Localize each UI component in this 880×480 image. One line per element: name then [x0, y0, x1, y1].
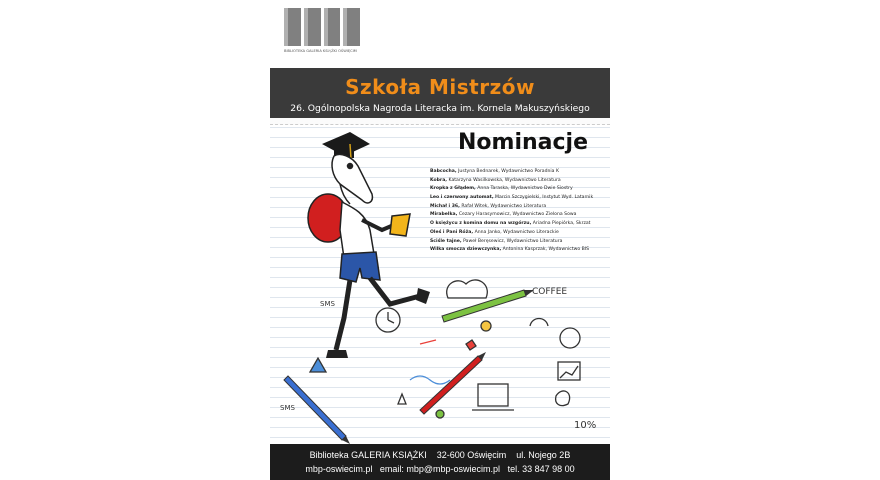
list-item: Kobra, Katarzyna Wasilkowska, Wydawnictwo Literatura [430, 177, 561, 183]
drop-icon [310, 358, 326, 372]
sms-label: SMS [320, 300, 335, 308]
footer-website-link[interactable]: mbp-oswiecim.pl [305, 464, 373, 474]
list-item: Oleś i Pani Róża, Anna Janko, Wydawnictwo Literackie [430, 229, 559, 235]
goat-body-icon [340, 202, 374, 258]
header-band [270, 68, 610, 118]
list-item: O księżycu z komina domu na wzgórzu, Ariadna Piepiórka, Skrzat [430, 221, 591, 227]
tree-icon [398, 394, 406, 404]
sun-icon [481, 321, 491, 331]
sms-label: SMS [280, 404, 295, 412]
nominations-heading: Nominacje [458, 130, 589, 155]
red-pencil-icon [420, 352, 486, 414]
coffee-label: COFFEE [532, 287, 568, 297]
list-item: Babcocha, Justyna Bednarek, Wydawnictwo Poradnia K [430, 169, 559, 174]
list-item: Kropka z Głądem, Anna Taraska, Wydawnictwo Dwie Siostry [430, 186, 573, 192]
green-pencil-icon [442, 290, 534, 322]
notebook-paper [270, 118, 610, 444]
doodle-cluster [310, 280, 580, 418]
footer-contact: mbp-oswiecim.pl email: mbp@mbp-oswiecim.pl tel. 33 847 98 00 [305, 464, 575, 474]
library-logo [284, 8, 360, 58]
percent-label: 10% [574, 420, 597, 431]
list-item: Ściśle tajne, Paweł Beręsewicz, Wydawnictwo Literatura [430, 238, 563, 244]
list-item: Michał i 36, Rafał Witek, Wydawnictwo Literatura [430, 203, 547, 209]
logo-bars-icon [284, 8, 360, 46]
poster-subtitle: 26. Ogólnopolska Nagroda Literacka im. Kornela Makuszyńskiego [290, 103, 590, 114]
book-icon [390, 214, 410, 236]
logo-caption: BIBLIOTEKA GALERIA KSIĄŻKI OŚWIĘCIM [284, 49, 357, 53]
list-item: Mirabelka, Cezary Harasymowicz, Wydawnictwo Zielona Sowa [430, 212, 577, 218]
shorts-icon [340, 252, 380, 282]
hoof-icon [326, 350, 348, 358]
goat-illustration [270, 118, 610, 444]
dot-icon [436, 410, 444, 418]
list-item: Wilka smocza dziewczynka, Antonina Kasprzak, Wydawnictwo BIS [430, 247, 590, 253]
poster-title: Szkoła Mistrzów [345, 75, 535, 99]
heart-icon [466, 340, 476, 350]
cup-icon [530, 319, 548, 327]
laptop-icon [478, 384, 508, 406]
poster [270, 0, 610, 480]
footer [270, 444, 610, 480]
hoof-icon [416, 288, 430, 304]
footer-email-link[interactable]: email: mbp@mbp-oswiecim.pl [379, 464, 501, 474]
footer-address: Biblioteka GALERIA KSIĄŻKI 32-600 Oświęcim ul. Nojego 2B [309, 450, 571, 460]
alarm-clock-icon [560, 328, 580, 348]
apple-icon [556, 391, 570, 406]
cloud-icon [447, 280, 488, 298]
list-item: Leo i czerwony automat, Marcin Szczygielski, Instytut Wyd. Latarnik [430, 195, 594, 201]
